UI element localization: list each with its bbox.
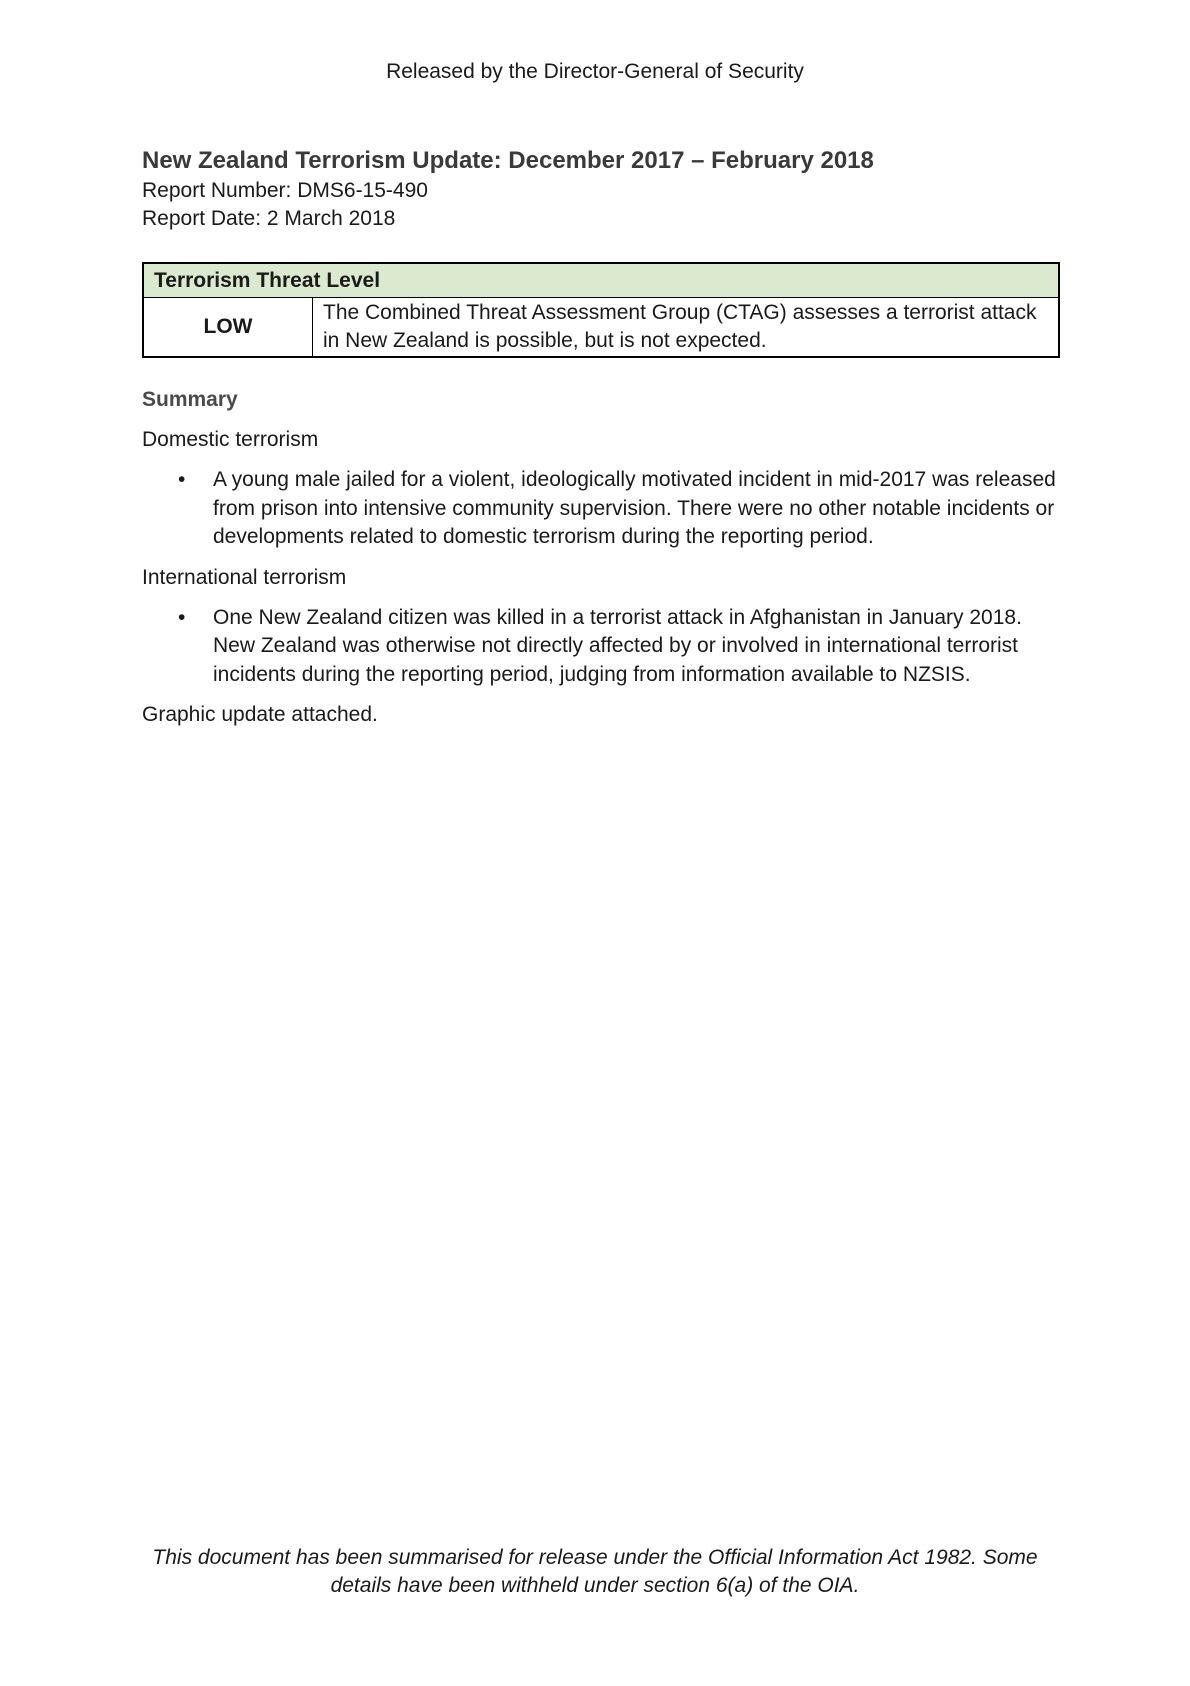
threat-level-value: LOW bbox=[143, 298, 313, 358]
international-bullet-text: One New Zealand citizen was killed in a terrorist attack in Afghanistan in January 2018. New Zealand was otherwise not directly affected by or involved in international terrorist incidents during the reporting period, judging from information available to NZSIS. bbox=[213, 605, 1022, 686]
domestic-bullet-text: A young male jailed for a violent, ideologically motivated incident in mid-2017 was released from prison into intensive community supervision. There were no other notable incidents or developments related to domestic terrorism during the reporting period. bbox=[213, 468, 1056, 548]
list-item bbox=[142, 466, 1060, 552]
domestic-heading: Domestic terrorism bbox=[142, 428, 319, 451]
document-body bbox=[142, 145, 1060, 729]
domestic-bullet-list bbox=[142, 466, 1060, 552]
report-title: New Zealand Terrorism Update: December 2017 – February 2018 bbox=[142, 147, 874, 174]
closing-note: Graphic update attached. bbox=[142, 703, 378, 726]
report-date: Report Date: 2 March 2018 bbox=[142, 207, 396, 230]
list-item bbox=[142, 604, 1060, 690]
international-heading: International terrorism bbox=[142, 565, 347, 589]
bullet-icon: • bbox=[178, 605, 186, 629]
threat-level-description: The Combined Threat Assessment Group (CTAG) assesses a terrorist attack in New Zealand is possible, but is not expected. bbox=[313, 298, 1060, 358]
report-number: Report Number: DMS6-15-490 bbox=[142, 179, 428, 202]
threat-table-row bbox=[143, 298, 1059, 358]
threat-table-header-row bbox=[143, 263, 1059, 298]
international-bullet-list bbox=[142, 604, 1060, 690]
threat-level-table bbox=[142, 262, 1060, 358]
release-note: Released by the Director-General of Security bbox=[386, 60, 804, 83]
threat-table-header: Terrorism Threat Level bbox=[143, 263, 1059, 298]
oia-footer-note: This document has been summarised for release under the Official Information Act 1982. Some details have been withheld under section 6(a) of the OIA. bbox=[152, 1546, 1038, 1597]
summary-heading: Summary bbox=[142, 388, 238, 411]
bullet-icon: • bbox=[178, 468, 186, 491]
